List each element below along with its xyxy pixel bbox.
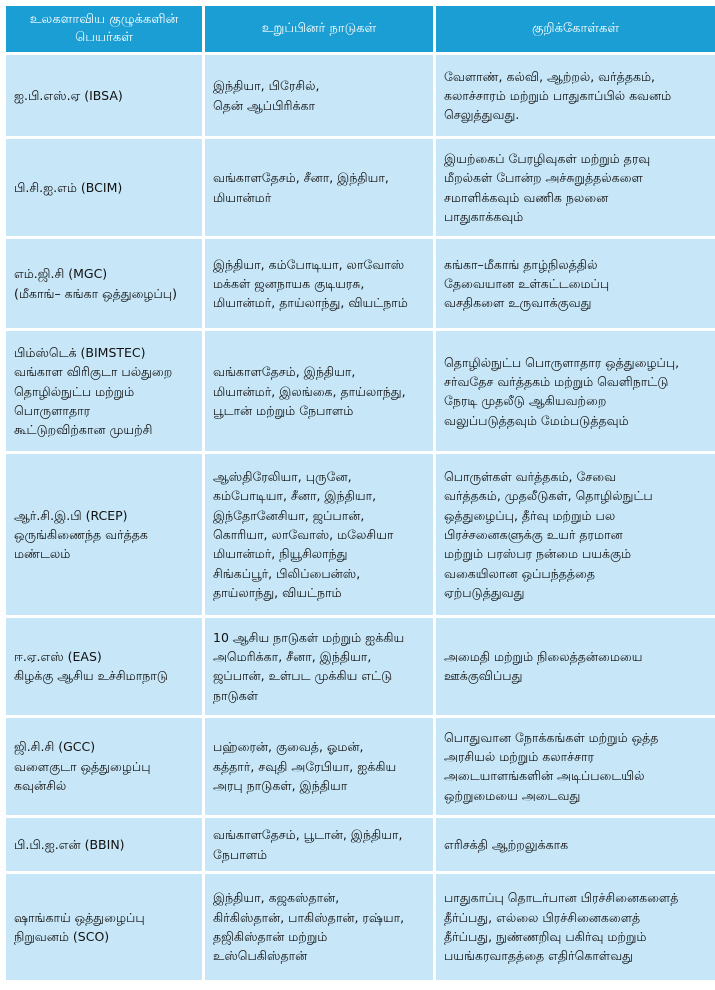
table-row	[6, 718, 715, 816]
table-row	[6, 139, 715, 236]
members-cell: இந்தியா, கம்போடியா, லாவோஸ் மக்கள் ஜனநாயக குடியரசு, மியான்மர், தாய்லாந்து, வியட்நாம்	[205, 239, 433, 328]
table-row	[6, 454, 715, 615]
group-name-cell: பிம்ஸ்டெக் (BIMSTEC) வங்காள விரிகுடா பல்துறை தொழில்நுட்ப மற்றும் பொருளாதார கூட்டுறவிற்கான முயற்சி	[6, 331, 202, 451]
objectives-cell: எரிசக்தி ஆற்றலுக்காக	[436, 818, 715, 871]
groups-table	[3, 3, 715, 983]
objectives-cell: அமைதி மற்றும் நிலைத்தன்மையை ஊக்குவிப்பது	[436, 618, 715, 715]
objectives-cell: பொருள்கள் வர்த்தகம், சேவை வர்த்தகம், முதலீடுகள், தொழில்நுட்ப ஒத்துழைப்பு, தீர்வு மற்றும் பல பிரச்சனைகளுக்கு உயர் தரமான மற்றும் பரஸ்பர நன்மை பயக்கும் வகையிலான ஒப்பந்தத்தை ஏற்படுத்துவது	[436, 454, 715, 615]
members-cell: ஆஸ்திரேலியா, புருனே, கம்போடியா, சீனா, இந்தியா, இந்தோனேசியா, ஜப்பான், கொரியா, லாவோஸ், மலேசியா மியான்மர், நியூசிலாந்து சிங்கப்பூர், பிலிப்பைன்ஸ், தாய்லாந்து, வியட்நாம்	[205, 454, 433, 615]
group-name-cell: ஜி.சி.சி (GCC) வளைகுடா ஒத்துழைப்பு கவுன்சில்	[6, 718, 202, 816]
table-row	[6, 818, 715, 871]
members-cell: வங்காளதேசம், இந்தியா, மியான்மர், இலங்கை, தாய்லாந்து, பூடான் மற்றும் நேபாளம்	[205, 331, 433, 451]
members-cell: 10 ஆசிய நாடுகள் மற்றும் ஐக்கிய அமெரிக்கா, சீனா, இந்தியா, ஜப்பான், உள்பட முக்கிய எட்டு நாடுகள்	[205, 618, 433, 715]
group-name-cell: எம்.ஜி.சி (MGC) (மீகாங்– கங்கா ஒத்துழைப்பு)	[6, 239, 202, 328]
objectives-cell: வேளாண், கல்வி, ஆற்றல், வர்த்தகம், கலாச்சாரம் மற்றும் பாதுகாப்பில் கவனம் செலுத்துவது.	[436, 55, 715, 136]
table-row	[6, 874, 715, 980]
header-member-countries: உறுப்பினர் நாடுகள்	[205, 6, 433, 52]
objectives-cell: கங்கா–மீகாங் தாழ்நிலத்தில் தேவையான உள்கட்டமைப்பு வசதிகளை உருவாக்குவது	[436, 239, 715, 328]
members-cell: இந்தியா, கஜகஸ்தான், கிர்கிஸ்தான், பாகிஸ்தான், ரஷ்யா, தஜிகிஸ்தான் மற்றும் உஸ்பெகிஸ்தான்	[205, 874, 433, 980]
members-cell: பஹ்ரைன், குவைத், ஓமன், கத்தார், சவுதி அரேபியா, ஐக்கிய அரபு நாடுகள், இந்தியா	[205, 718, 433, 816]
table-row	[6, 239, 715, 328]
objectives-cell: தொழில்நுட்ப பொருளாதார ஒத்துழைப்பு, சர்வதேச வர்த்தகம் மற்றும் வெளிநாட்டு நேரடி முதலீடு ஆகியவற்றை வலுப்படுத்தவும் மேம்படுத்தவும்	[436, 331, 715, 451]
header-objectives: குறிக்கோள்கள்	[436, 6, 715, 52]
group-name-cell: ஷாங்காய் ஒத்துழைப்பு நிறுவனம் (SCO)	[6, 874, 202, 980]
table-row	[6, 618, 715, 715]
objectives-cell: பொதுவான நோக்கங்கள் மற்றும் ஒத்த அரசியல் மற்றும் கலாச்சார அடையாளங்களின் அடிப்படையில் ஒற்றுமையை அடைவது	[436, 718, 715, 816]
members-cell: வங்காளதேசம், சீனா, இந்தியா, மியான்மர்	[205, 139, 433, 236]
header-group-names: உலகளாவிய குழுக்களின் பெயர்கள்	[6, 6, 202, 52]
group-name-cell: ஆர்.சி.இ.பி (RCEP) ஒருங்கிணைந்த வர்த்தக மண்டலம்	[6, 454, 202, 615]
group-name-cell: ஐ.பி.எஸ்.ஏ (IBSA)	[6, 55, 202, 136]
members-cell: வங்காளதேசம், பூடான், இந்தியா, நேபாளம்	[205, 818, 433, 871]
group-name-cell: பி.சி.ஐ.எம் (BCIM)	[6, 139, 202, 236]
objectives-cell: பாதுகாப்பு தொடர்பான பிரச்சினைகளைத் தீர்ப்பது, எல்லை பிரச்சினைகளைத் தீர்ப்பது, நுண்ணறிவு பகிர்வு மற்றும் பயங்கரவாதத்தை எதிர்கொள்வது	[436, 874, 715, 980]
table-row	[6, 331, 715, 451]
group-name-cell: ஈ.ஏ.எஸ் (EAS) கிழக்கு ஆசிய உச்சிமாநாடு	[6, 618, 202, 715]
group-name-cell: பி.பி.ஐ.என் (BBIN)	[6, 818, 202, 871]
table-row	[6, 55, 715, 136]
members-cell: இந்தியா, பிரேசில், தென் ஆப்பிரிக்கா	[205, 55, 433, 136]
header-row	[6, 6, 715, 52]
objectives-cell: இயற்கைப் பேரழிவுகள் மற்றும் தரவு மீறல்கள் போன்ற அச்சுறுத்தல்களை சமாளிக்கவும் வணிக நலனை பாதுகாக்கவும்	[436, 139, 715, 236]
